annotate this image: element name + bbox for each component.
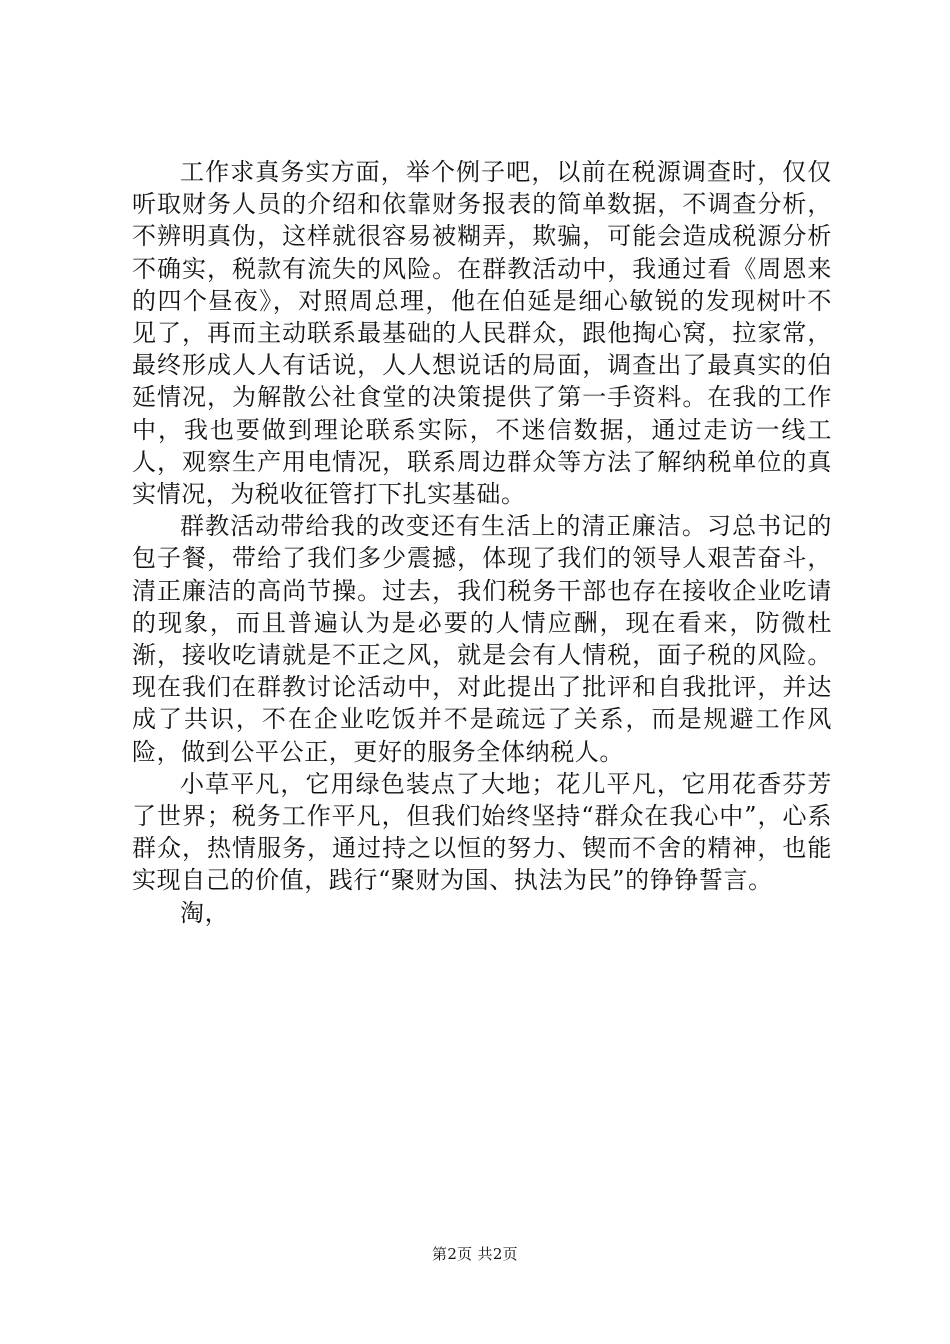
paragraph-work-practice: 工作求真务实方面，举个例子吧，以前在税源调查时，仅仅听取财务人员的介绍和依靠财务报表的简单数据，不调查分析，不辨明真伪，这样就很容易被糊弄，欺骗，可能会造成税源分析不确实，税款有流失的风险。在群教活动中，我通过看《周恩来的四个昼夜》，对照周总理，他在伯延是细心敏锐的发现树叶不见了，再而主动联系最基础的人民群众，跟他掏心窝，拉家常，最终形成人人有话说，人人想说话的局面，调查出了最真实的伯延情况，为解散公社食堂的决策提供了第一手资料。在我的工作中，我也要做到理论联系实际，不迷信数据，通过走访一线工人，观察生产用电情况，联系周边群众等方法了解纳税单位的真实情况，为税收征管打下扎实基础。	[132, 158, 832, 509]
paragraph-integrity: 群教活动带给我的改变还有生活上的清正廉洁。习总书记的包子餐，带给了我们多少震撼，体现了我们的领导人艰苦奋斗，清正廉洁的高尚节操。过去，我们税务干部也存在接收企业吃请的现象，而且普遍认为是必要的人情应酬，现在看来，防微杜渐，接收吃请就是不正之风，就是会有人情税，面子税的风险。现在我们在群教讨论活动中，对此提出了批评和自我批评，并达成了共识，不在企业吃饭并不是疏远了关系，而是规避工作风险，做到公平公正，更好的服务全体纳税人。	[132, 512, 832, 766]
paragraph-conclusion: 小草平凡，它用绿色装点了大地；花儿平凡，它用花香芬芳了世界；税务工作平凡，但我们始终坚持“群众在我心中”，心系群众，热情服务，通过持之以恒的努力、锲而不舍的精神，也能实现自己的价值，践行“聚财为国、执法为民”的铮铮誓言。	[132, 769, 832, 895]
page-footer: 第2页 共2页	[432, 1245, 518, 1263]
document-body	[132, 156, 832, 929]
signoff-text: 淘，	[180, 898, 230, 927]
